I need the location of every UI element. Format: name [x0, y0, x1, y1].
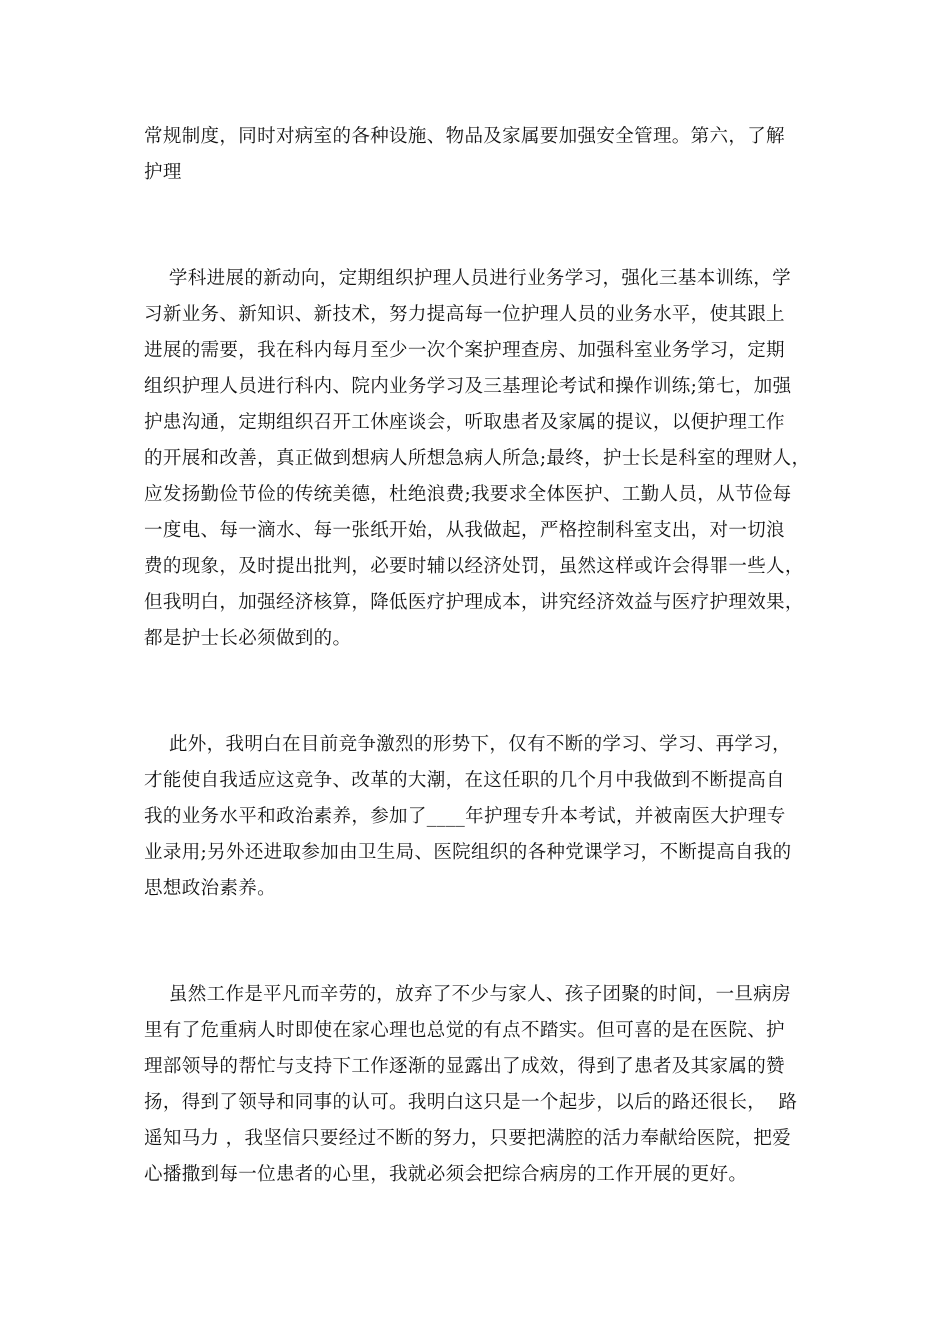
paragraph-2-line-9: 费的现象，及时提出批判，必要时辅以经济处罚，虽然这样或许会得罪一些人，: [144, 556, 804, 577]
paragraph-2-line-10: 但我明白，加强经济核算，降低医疗护理成本，讲究经济效益与医疗护理效果，: [144, 592, 804, 613]
paragraph-4-line-3: 理部领导的帮忙与支持下工作逐渐的显露出了成效，得到了患者及其家属的赞: [144, 1056, 785, 1077]
paragraph-3-line-4: 业录用;另外还进取参加由卫生局、医院组织的各种党课学习，不断提高自我的: [144, 842, 792, 863]
paragraph-2-line-7: 应发扬勤俭节俭的传统美德，杜绝浪费;我要求全体医护、工勤人员，从节俭每: [144, 484, 792, 505]
paragraph-4-line-2: 里有了危重病人时即使在家心理也总觉的有点不踏实。但可喜的是在医院、护: [144, 1020, 785, 1041]
paragraph-1-line-1: 常规制度，同时对病室的各种设施、物品及家属要加强安全管理。第六，了解: [144, 126, 785, 147]
paragraph-2-line-2: 习新业务、新知识、新技术，努力提高每一位护理人员的业务水平，使其跟上: [144, 304, 785, 325]
paragraph-4-line-6: 心播撒到每一位患者的心里，我就必须会把综合病房的工作开展的更好。: [144, 1164, 748, 1185]
paragraph-2-line-8: 一度电、每一滴水、每一张纸开始，从我做起，严格控制科室支出，对一切浪: [144, 520, 785, 541]
paragraph-3-line-2: 才能使自我适应这竞争、改革的大潮，在这任职的几个月中我做到不断提高自: [144, 770, 785, 791]
paragraph-2-line-5: 护患沟通，定期组织召开工休座谈会，听取患者及家属的提议，以便护理工作: [144, 412, 785, 433]
paragraph-2-line-1: 学科进展的新动向，定期组织护理人员进行业务学习，强化三基本训练，学: [144, 268, 791, 289]
paragraph-2-line-11: 都是护士长必须做到的。: [144, 628, 352, 649]
paragraph-4-line-5: 遥知马力 ，我坚信只要经过不断的努力，只要把满腔的活力奉献给医院，把爱: [144, 1128, 792, 1149]
paragraph-2-line-3: 进展的需要，我在科内每月至少一次个案护理查房、加强科室业务学习，定期: [144, 340, 785, 361]
paragraph-1-line-2: 护理: [144, 162, 182, 183]
paragraph-3-line-3: 我的业务水平和政治素养，参加了____年护理专升本考试，并被南医大护理专: [144, 806, 786, 827]
paragraph-4-line-4: 扬，得到了领导和同事的认可。我明白这只是一个起步，以后的路还很长， 路: [144, 1092, 798, 1113]
paragraph-2-line-4: 组织护理人员进行科内、院内业务学习及三基理论考试和操作训练;第七，加强: [144, 376, 792, 397]
paragraph-3-line-5: 思想政治素养。: [144, 878, 276, 899]
paragraph-2-line-6: 的开展和改善，真正做到想病人所想急病人所急;最终，护士长是科室的理财人，: [144, 448, 811, 469]
paragraph-4-line-1: 虽然工作是平凡而辛劳的，放弃了不少与家人、孩子团聚的时间，一旦病房: [144, 984, 791, 1005]
paragraph-3-line-1: 此外，我明白在目前竞争激烈的形势下，仅有不断的学习、学习、再学习，: [144, 734, 791, 755]
